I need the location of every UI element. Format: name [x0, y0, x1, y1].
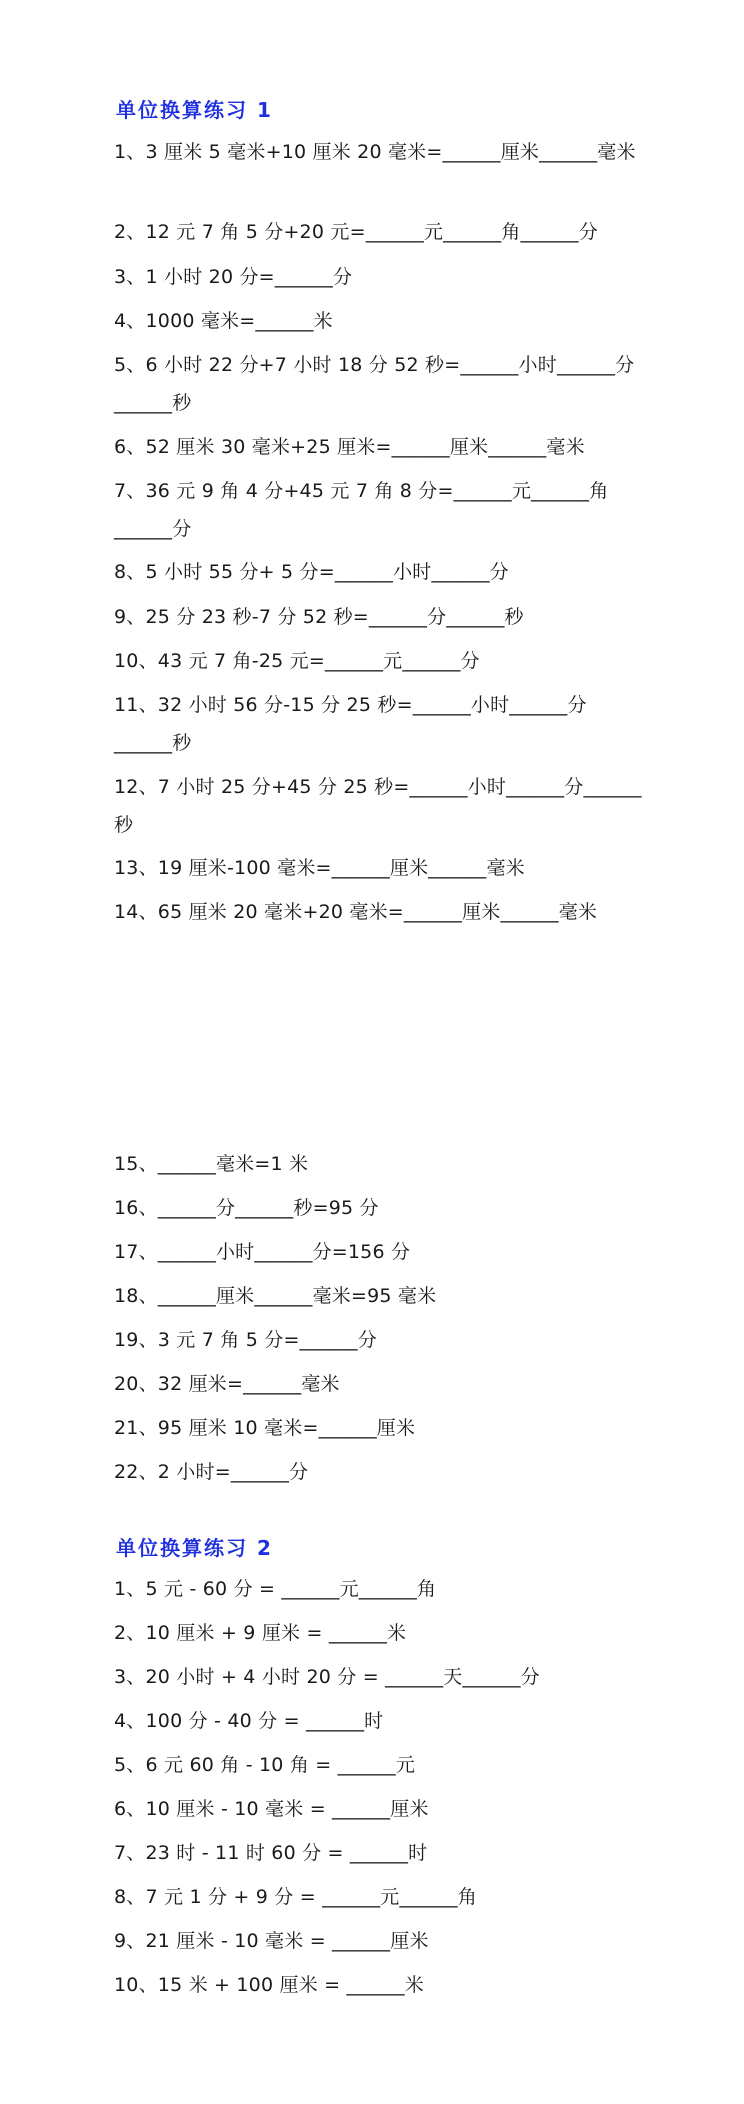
question-2-8: 8、7 元 1 分 + 9 分 = ______元______角 [114, 1886, 477, 1908]
question-1-21: 21、95 厘米 10 毫米=______厘米 [114, 1417, 416, 1439]
question-1-17: 17、______小时______分=156 分 [114, 1241, 411, 1263]
question-1-8: 8、5 小时 55 分+ 5 分=______小时______分 [114, 561, 509, 583]
question-1-18: 18、______厘米______毫米=95 毫米 [114, 1285, 437, 1307]
question-2-5: 5、6 元 60 角 - 10 角 = ______元 [114, 1754, 416, 1776]
question-1-12: 12、7 小时 25 分+45 分 25 秒=______小时______分______秒 [114, 776, 642, 836]
question-1-4: 4、1000 毫米=______米 [114, 310, 333, 332]
question-2-10: 10、15 米 + 100 厘米 = ______米 [114, 1974, 424, 1996]
question-1-3: 3、1 小时 20 分=______分 [114, 266, 353, 288]
question-2-7: 7、23 时 - 11 时 60 分 = ______时 [114, 1842, 428, 1864]
question-1-1: 1、3 厘米 5 毫米+10 厘米 20 毫米=______厘米______毫米 [114, 141, 636, 163]
question-1-13: 13、19 厘米-100 毫米=______厘米______毫米 [114, 857, 525, 879]
question-2-3: 3、20 小时 + 4 小时 20 分 = ______天______分 [114, 1666, 540, 1688]
question-1-14: 14、65 厘米 20 毫米+20 毫米=______厘米______毫米 [114, 901, 598, 923]
section-title-2: 单位换算练习 2 [116, 1536, 273, 1560]
question-1-15: 15、______毫米=1 米 [114, 1153, 309, 1175]
question-2-4: 4、100 分 - 40 分 = ______时 [114, 1710, 384, 1732]
question-2-9: 9、21 厘米 - 10 毫米 = ______厘米 [114, 1930, 429, 1952]
question-1-19: 19、3 元 7 角 5 分=______分 [114, 1329, 377, 1351]
question-1-9: 9、25 分 23 秒-7 分 52 秒=______分______秒 [114, 606, 524, 628]
question-2-1: 1、5 元 - 60 分 = ______元______角 [114, 1578, 437, 1600]
question-1-11: 11、32 小时 56 分-15 分 25 秒=______小时______分______秒 [114, 694, 587, 754]
section-title-1: 单位换算练习 1 [116, 98, 273, 122]
question-1-22: 22、2 小时=______分 [114, 1461, 309, 1483]
question-1-16: 16、______分______秒=95 分 [114, 1197, 379, 1219]
question-1-7: 7、36 元 9 角 4 分+45 元 7 角 8 分=______元______角______分 [114, 480, 609, 540]
question-2-2: 2、10 厘米 + 9 厘米 = ______米 [114, 1622, 407, 1644]
question-1-5: 5、6 小时 22 分+7 小时 18 分 52 秒=______小时______分______秒 [114, 354, 635, 414]
question-1-2: 2、12 元 7 角 5 分+20 元=______元______角______分 [114, 221, 598, 243]
question-1-6: 6、52 厘米 30 毫米+25 厘米=______厘米______毫米 [114, 436, 585, 458]
question-1-20: 20、32 厘米=______毫米 [114, 1373, 340, 1395]
question-1-10: 10、43 元 7 角-25 元=______元______分 [114, 650, 480, 672]
question-2-6: 6、10 厘米 - 10 毫米 = ______厘米 [114, 1798, 429, 1820]
